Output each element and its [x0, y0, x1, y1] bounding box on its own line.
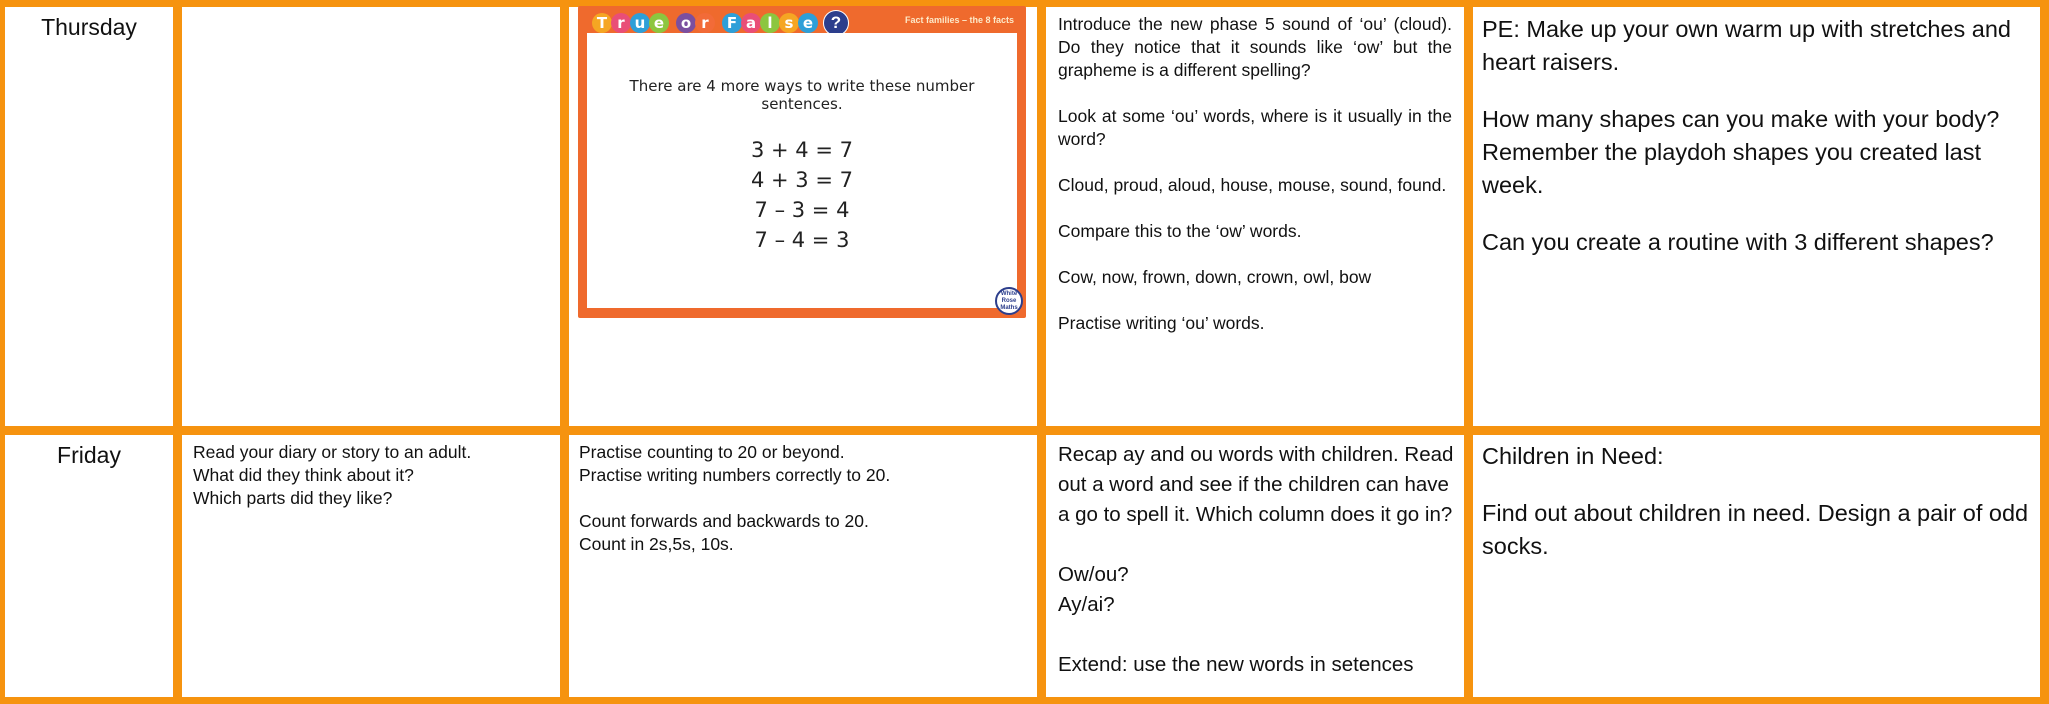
other-cell-thursday: [1482, 13, 2034, 259]
phonics-text: Cow, now, frown, down, crown, owl, bow: [1058, 267, 1372, 287]
equation: 7 – 3 = 4: [754, 198, 850, 222]
phonics-cell-friday: [1058, 440, 1456, 680]
slide-question: There are 4 more ways to write these number sentences.: [629, 77, 975, 113]
badge-letter: o: [676, 13, 696, 33]
day-label: Friday: [57, 442, 121, 468]
day-cell-thursday: [5, 14, 173, 41]
question-mark-icon: ?: [823, 10, 849, 36]
other-text: Find out about children in need. Design a pair of odd socks.: [1482, 500, 2029, 559]
equation: 4 + 3 = 7: [751, 168, 853, 192]
reading-cell-thursday: [182, 7, 560, 426]
reading-text: What did they think about it?: [193, 465, 414, 485]
badge-letter: r: [695, 13, 715, 33]
phonics-text: Ow/ou?: [1058, 563, 1129, 586]
badge-letter: r: [611, 13, 631, 33]
pe-text: PE: Make up your own warm up with stretches and heart raisers.: [1482, 16, 2011, 75]
other-cell-friday: [1482, 440, 2034, 563]
badge-letter: F: [722, 13, 742, 33]
phonics-text: Practise writing ‘ou’ words.: [1058, 313, 1265, 333]
phonics-text: Recap ay and ou words with children. Read out a word and see if the children can have a go to spell it. Which column does it go in?: [1058, 443, 1454, 526]
badge-letter: e: [649, 13, 669, 33]
table-border-right: [2040, 0, 2049, 704]
column-divider: [1037, 0, 1046, 704]
badge-letter: a: [741, 13, 761, 33]
table-border-left: [0, 0, 5, 704]
phonics-text: Ay/ai?: [1058, 593, 1115, 616]
reading-cell-friday: [193, 441, 553, 510]
badge-letter: s: [779, 13, 799, 33]
maths-cell-friday: [579, 441, 1029, 556]
slide-content: [587, 33, 1017, 308]
column-divider: [173, 0, 182, 704]
maths-text: Count in 2s,5s, 10s.: [579, 534, 734, 554]
reading-text: Read your diary or story to an adult.: [193, 442, 472, 462]
phonics-text: Compare this to the ‘ow’ words.: [1058, 221, 1302, 241]
phonics-text: Look at some ‘ou’ words, where is it usually in the word?: [1058, 106, 1452, 149]
phonics-text: Extend: use the new words in setences: [1058, 653, 1414, 676]
pe-text: How many shapes can you make with your body? Remember the playdoh shapes you created last week.: [1482, 106, 2000, 198]
badge-letter: l: [760, 13, 780, 33]
equation: 3 + 4 = 7: [751, 138, 853, 162]
maths-slide-image: [578, 6, 1026, 318]
reading-text: Which parts did they like?: [193, 488, 393, 508]
phonics-cell-thursday: [1058, 13, 1452, 335]
maths-text: Practise counting to 20 or beyond.: [579, 442, 845, 462]
equation: 7 – 4 = 3: [754, 228, 850, 252]
badge-letter: u: [630, 13, 650, 33]
badge-letter: e: [798, 13, 818, 33]
slide-subtitle: Fact families – the 8 facts: [904, 15, 1014, 25]
other-text: Children in Need:: [1482, 443, 1664, 469]
maths-text: Practise writing numbers correctly to 20.: [579, 465, 891, 485]
pe-text: Can you create a routine with 3 different shapes?: [1482, 229, 1994, 255]
badge-letter: T: [592, 13, 612, 33]
white-rose-maths-logo: White Rose Maths: [995, 287, 1023, 315]
phonics-text: Introduce the new phase 5 sound of ‘ou’ (cloud). Do they notice that it sounds like ‘ow’ but the grapheme is a different spelling?: [1058, 14, 1452, 80]
phonics-text: Cloud, proud, aloud, house, mouse, sound, found.: [1058, 175, 1447, 195]
table-row-divider: [0, 426, 2049, 435]
table-border-bottom: [0, 697, 2049, 704]
day-cell-friday: [5, 442, 173, 469]
day-label: Thursday: [41, 14, 137, 40]
column-divider: [560, 0, 569, 704]
column-divider: [1464, 0, 1473, 704]
maths-text: Count forwards and backwards to 20.: [579, 511, 869, 531]
